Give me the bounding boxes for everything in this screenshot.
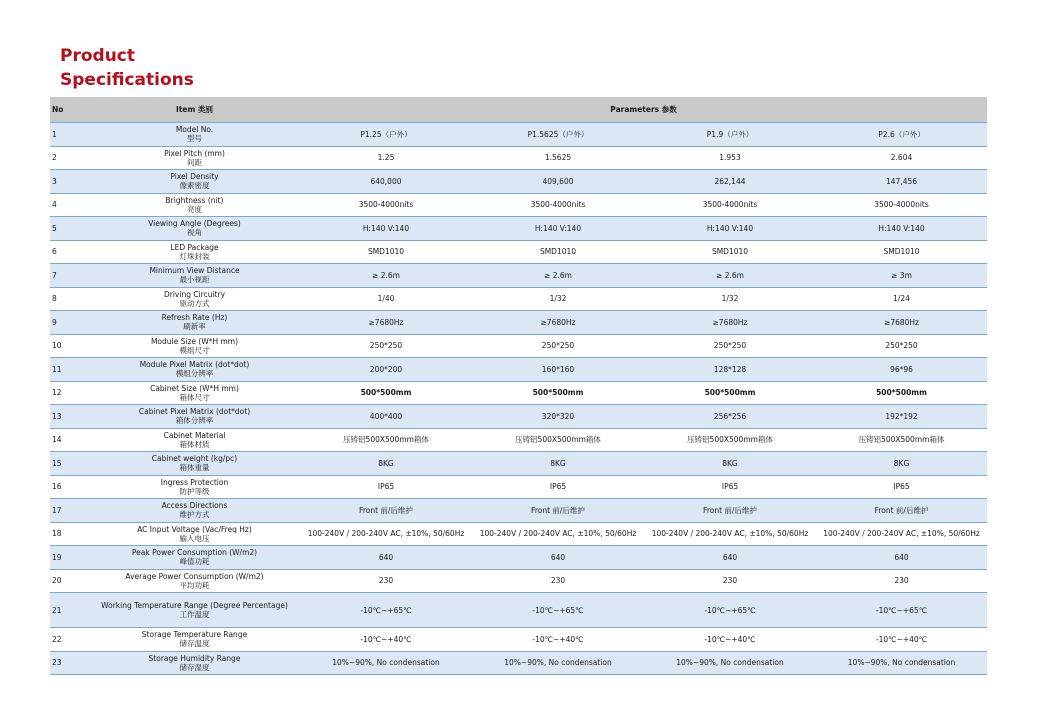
item-name-cn: 箱体重量 (179, 463, 210, 473)
param-value: 压铸铝500X500mm箱体 (816, 428, 987, 452)
table-row (50, 499, 987, 523)
row-number: 6 (50, 240, 89, 264)
item-name-cn: 维护方式 (179, 510, 210, 520)
param-value: 250*250 (472, 334, 644, 358)
param-value: 1/24 (816, 287, 987, 311)
row-number: 9 (50, 311, 89, 335)
row-number: 23 (50, 651, 89, 675)
row-number: 14 (50, 428, 89, 452)
param-value: 3500-4000nits (300, 193, 472, 217)
item-cell (89, 651, 300, 675)
param-value: 160*160 (472, 358, 644, 382)
param-value: 3500-4000nits (472, 193, 644, 217)
item-name-cn: 间距 (187, 157, 202, 167)
param-value: 500*500mm (472, 381, 644, 405)
param-value: 250*250 (300, 334, 472, 358)
param-value: IP65 (300, 475, 472, 499)
param-value: 1.953 (644, 146, 816, 170)
param-value: IP65 (816, 475, 987, 499)
param-value: 10%~90%, No condensation (300, 651, 472, 675)
param-value: ≥7680Hz (472, 311, 644, 335)
param-value: 320*320 (472, 405, 644, 429)
param-value: ≥ 2.6m (472, 264, 644, 288)
param-value: 1/40 (300, 287, 472, 311)
item-name-en: Driving Circuitry (163, 289, 226, 299)
item-cell (89, 628, 300, 652)
table-row (50, 475, 987, 499)
param-value: 640 (300, 546, 472, 570)
param-value: P1.9（户外） (644, 123, 816, 147)
item-cell (89, 381, 300, 405)
row-number: 20 (50, 569, 89, 593)
table-row (50, 593, 987, 628)
item-name-en: Pixel Pitch (mm) (164, 148, 225, 158)
item-name-en: Storage Humidity Range (148, 653, 241, 663)
param-value: 500*500mm (300, 381, 472, 405)
row-number: 5 (50, 217, 89, 241)
item-name-en: Working Temperature Range (Degree Percentage) (101, 601, 288, 610)
param-value: IP65 (472, 475, 644, 499)
table-row (50, 381, 987, 405)
param-value: 250*250 (816, 334, 987, 358)
table-row (50, 358, 987, 382)
item-cell (89, 193, 300, 217)
row-number: 13 (50, 405, 89, 429)
header-no: No (50, 97, 89, 123)
row-number: 19 (50, 546, 89, 570)
param-value: SMD1010 (816, 240, 987, 264)
item-cell (89, 593, 300, 628)
item-name-cn: 亮度 (187, 204, 202, 214)
param-value: Front 前/后维护 (644, 499, 816, 523)
item-cell (89, 146, 300, 170)
param-value: H:140 V:140 (644, 217, 816, 241)
table-row (50, 311, 987, 335)
row-number: 3 (50, 170, 89, 194)
param-value: 2.604 (816, 146, 987, 170)
item-cell (89, 499, 300, 523)
param-value: SMD1010 (644, 240, 816, 264)
param-value: 8KG (300, 452, 472, 476)
param-value: 8KG (472, 452, 644, 476)
table-row (50, 522, 987, 546)
param-value: ≥7680Hz (300, 311, 472, 335)
table-row (50, 651, 987, 675)
param-value: 409,600 (472, 170, 644, 194)
table-row (50, 240, 987, 264)
item-name-cn: 刷新率 (183, 322, 206, 332)
item-name-cn: 储存温度 (179, 639, 210, 649)
spec-body (50, 123, 987, 675)
param-value: ≥ 2.6m (300, 264, 472, 288)
item-cell (89, 405, 300, 429)
param-value: 230 (472, 569, 644, 593)
header-item: Item 类别 (89, 97, 300, 123)
param-value: SMD1010 (472, 240, 644, 264)
item-cell (89, 240, 300, 264)
param-value: H:140 V:140 (816, 217, 987, 241)
param-value: 147,456 (816, 170, 987, 194)
row-number: 21 (50, 593, 89, 628)
table-row (50, 264, 987, 288)
param-value: P2.6（户外） (816, 123, 987, 147)
row-number: 15 (50, 452, 89, 476)
param-value: Front 前/后维护 (300, 499, 472, 523)
header-row (50, 97, 987, 123)
item-name-cn: 储存湿度 (179, 662, 210, 672)
item-name-en: Cabinet Size (W*H mm) (150, 383, 239, 393)
item-name-en: Refresh Rate (Hz) (161, 313, 228, 323)
item-name-en: Cabinet Material (163, 430, 226, 440)
row-number: 22 (50, 628, 89, 652)
param-value: 640 (816, 546, 987, 570)
item-name-cn: 输入电压 (179, 533, 210, 543)
param-value: 192*192 (816, 405, 987, 429)
param-value: H:140 V:140 (300, 217, 472, 241)
param-value: -10℃~+65℃ (472, 593, 644, 628)
item-name-cn: 灯珠封装 (179, 251, 210, 261)
item-name-en: Ingress Protection (160, 477, 229, 487)
param-value: 1/32 (472, 287, 644, 311)
param-value: ≥7680Hz (816, 311, 987, 335)
row-number: 17 (50, 499, 89, 523)
title-line-1: Product (60, 46, 135, 66)
item-cell (89, 475, 300, 499)
item-name-cn: 最小视距 (179, 275, 210, 285)
table-row (50, 334, 987, 358)
item-name-en: LED Package (170, 242, 219, 252)
item-name-cn: 模组尺寸 (179, 345, 210, 355)
table-row (50, 146, 987, 170)
item-name-en: Peak Power Consumption (W/m2) (131, 548, 258, 558)
item-name-cn: 像素密度 (179, 181, 210, 191)
item-name-en: Viewing Angle (Degrees) (148, 219, 241, 229)
row-number: 7 (50, 264, 89, 288)
table-row (50, 123, 987, 147)
row-number: 2 (50, 146, 89, 170)
param-value: P1.5625（户外） (472, 123, 644, 147)
param-value: 1/32 (644, 287, 816, 311)
param-value: 640 (472, 546, 644, 570)
item-name-cn: 防护等级 (179, 486, 210, 496)
item-cell (89, 311, 300, 335)
item-name-en: Brightness (nit) (165, 195, 224, 205)
table-row (50, 217, 987, 241)
param-value: P1.25（户外） (300, 123, 472, 147)
param-value: -10℃~+40℃ (300, 628, 472, 652)
param-value: 100-240V / 200-240V AC, ±10%, 50/60Hz (644, 522, 816, 546)
item-name-en: Model No. (175, 125, 214, 135)
item-cell (89, 123, 300, 147)
item-name-cn: 峰值功耗 (179, 557, 210, 567)
param-value: IP65 (644, 475, 816, 499)
param-value: 10%~90%, No condensation (644, 651, 816, 675)
item-cell (89, 546, 300, 570)
item-name-en: Average Power Consumption (W/m2) (125, 571, 264, 581)
param-value: 640 (644, 546, 816, 570)
item-name-cn: 箱体分辨率 (175, 416, 214, 426)
row-number: 18 (50, 522, 89, 546)
item-name-en: Pixel Density (170, 172, 219, 182)
item-name-en: Minimum View Distance (149, 266, 240, 276)
param-value: 压铸铝500X500mm箱体 (472, 428, 644, 452)
item-name-en: Access Directions (161, 501, 228, 511)
param-value: 640,000 (300, 170, 472, 194)
param-value: 1.5625 (472, 146, 644, 170)
row-number: 4 (50, 193, 89, 217)
row-number: 11 (50, 358, 89, 382)
param-value: 500*500mm (816, 381, 987, 405)
row-number: 16 (50, 475, 89, 499)
param-value: 262,144 (644, 170, 816, 194)
item-cell (89, 334, 300, 358)
param-value: ≥7680Hz (644, 311, 816, 335)
param-value: 128*128 (644, 358, 816, 382)
param-value: 压铸铝500X500mm箱体 (644, 428, 816, 452)
param-value: 3500-4000nits (816, 193, 987, 217)
item-name-en: Cabinet Pixel Matrix (dot*dot) (138, 407, 251, 417)
table-row (50, 628, 987, 652)
spec-table (50, 97, 987, 675)
param-value: -10℃~+40℃ (472, 628, 644, 652)
param-value: 230 (300, 569, 472, 593)
table-row (50, 452, 987, 476)
item-name-cn: 模组分辨率 (175, 369, 214, 379)
item-cell (89, 452, 300, 476)
item-cell (89, 522, 300, 546)
table-row (50, 193, 987, 217)
item-name-cn: 箱体尺寸 (179, 392, 210, 402)
param-value: -10℃~+65℃ (644, 593, 816, 628)
param-value: 500*500mm (644, 381, 816, 405)
param-value: 8KG (644, 452, 816, 476)
item-cell (89, 264, 300, 288)
param-value: 100-240V / 200-240V AC, ±10%, 50/60Hz (472, 522, 644, 546)
param-value: 3500-4000nits (644, 193, 816, 217)
header-parameters: Parameters 参数 (300, 97, 987, 123)
row-number: 12 (50, 381, 89, 405)
param-value: 230 (644, 569, 816, 593)
param-value: 200*200 (300, 358, 472, 382)
item-cell (89, 217, 300, 241)
item-cell (89, 569, 300, 593)
item-name-en: AC Input Voltage (Vac/Freq Hz) (137, 524, 252, 534)
table-row (50, 405, 987, 429)
table-row (50, 428, 987, 452)
param-value: 256*256 (644, 405, 816, 429)
item-name-cn: 型号 (187, 134, 202, 144)
param-value: -10℃~+65℃ (816, 593, 987, 628)
param-value: ≥ 2.6m (644, 264, 816, 288)
row-number: 8 (50, 287, 89, 311)
item-name-cn: 平均功耗 (179, 580, 210, 590)
param-value: 400*400 (300, 405, 472, 429)
param-value: Front 前/后维护 (472, 499, 644, 523)
param-value: 8KG (816, 452, 987, 476)
param-value: 100-240V / 200-240V AC, ±10%, 50/60Hz (300, 522, 472, 546)
table-row (50, 569, 987, 593)
param-value: 230 (816, 569, 987, 593)
param-value: 10%~90%, No condensation (816, 651, 987, 675)
param-value: 100-240V / 200-240V AC, ±10%, 50/60Hz (816, 522, 987, 546)
param-value: 96*96 (816, 358, 987, 382)
param-value: 10%~90%, No condensation (472, 651, 644, 675)
item-name-en: Module Pixel Matrix (dot*dot) (139, 360, 250, 370)
item-cell (89, 358, 300, 382)
row-number: 10 (50, 334, 89, 358)
param-value: -10℃~+40℃ (816, 628, 987, 652)
item-name-en: Cabinet weight (kg/pc) (151, 454, 238, 464)
param-value: -10℃~+65℃ (300, 593, 472, 628)
table-row (50, 170, 987, 194)
param-value: ≥ 3m (816, 264, 987, 288)
item-cell (89, 170, 300, 194)
row-number: 1 (50, 123, 89, 147)
item-name-cn: 驱动方式 (179, 298, 210, 308)
page-title (60, 44, 194, 92)
param-value: H:140 V:140 (472, 217, 644, 241)
param-value: 1.25 (300, 146, 472, 170)
param-value: -10℃~+40℃ (644, 628, 816, 652)
item-name-en: Storage Temperature Range (141, 630, 248, 640)
item-name-cn: 视角 (187, 228, 202, 238)
param-value: Front 前/后维护 (816, 499, 987, 523)
param-value: SMD1010 (300, 240, 472, 264)
item-cell (89, 428, 300, 452)
item-name-en: Module Size (W*H mm) (150, 336, 239, 346)
table-row (50, 287, 987, 311)
param-value: 压铸铝500X500mm箱体 (300, 428, 472, 452)
title-line-2: Specifications (60, 70, 194, 90)
item-name-cn: 箱体材质 (179, 439, 210, 449)
param-value: 250*250 (644, 334, 816, 358)
table-row (50, 546, 987, 570)
item-cell (89, 287, 300, 311)
item-name-cn: 工作温度 (179, 610, 210, 619)
